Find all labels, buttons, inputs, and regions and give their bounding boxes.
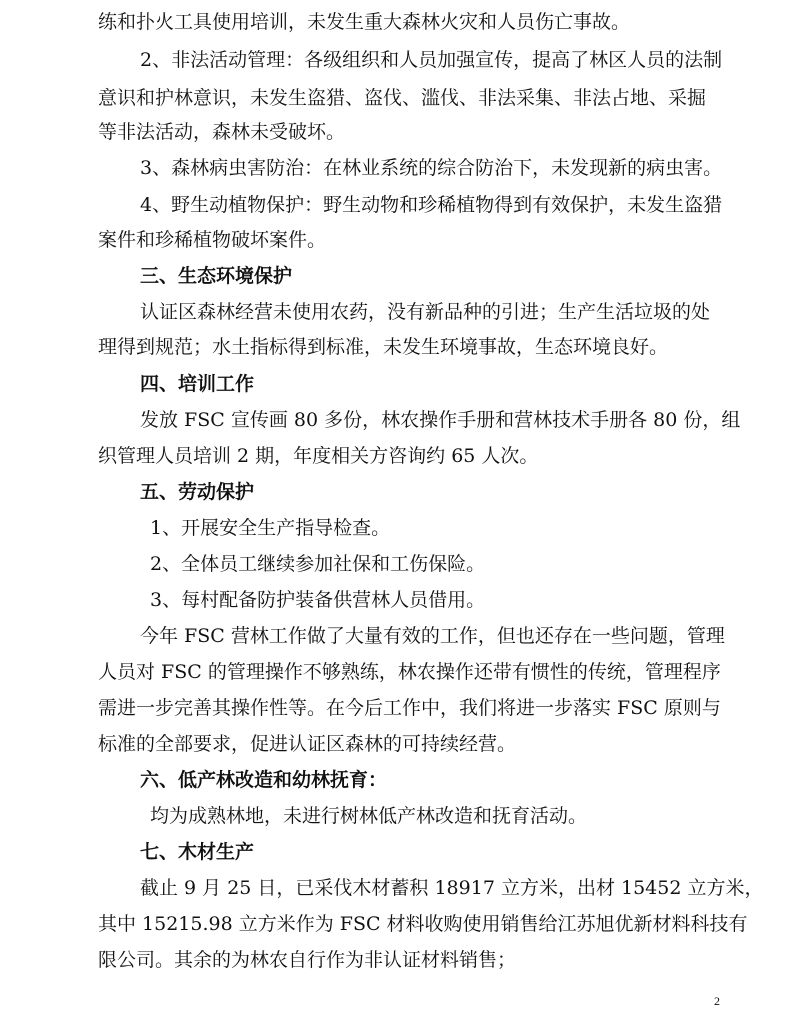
page-number: 2 (714, 994, 720, 1008)
body-line: 其中 15215.98 立方米作为 FSC 材料收购使用销售给江苏旭优新材料科技有 (98, 913, 748, 935)
section-heading: 五、劳动保护 (140, 481, 255, 503)
body-line: 练和扑火工具使用培训，未发生重大森林火灾和人员伤亡事故。 (98, 11, 631, 33)
body-line: 发放 FSC 宣传画 80 多份，林农操作手册和营林技术手册各 80 份，组 (140, 409, 741, 431)
list-item: 3、每村配备防护装备供营林人员借用。 (150, 589, 486, 611)
body-line: 意识和护林意识，未发生盗猎、盗伐、滥伐、非法采集、非法占地、采掘 (98, 87, 707, 109)
list-item: 1、开展安全生产指导检查。 (150, 517, 391, 539)
body-line: 标准的全部要求，促进认证区森林的可持续经营。 (98, 733, 517, 755)
body-line: 认证区森林经营未使用农药，没有新品种的引进；生产生活垃圾的处 (140, 301, 711, 323)
section-heading: 七、木材生产 (140, 841, 255, 863)
body-line: 3、森林病虫害防治：在林业系统的综合防治下，未发现新的病虫害。 (140, 157, 723, 179)
section-heading: 四、培训工作 (140, 373, 255, 395)
body-line: 截止 9 月 25 日，已采伐木材蓄积 18917 立方米，出材 15452 立方米， (140, 877, 764, 899)
body-line: 2、非法活动管理：各级组织和人员加强宣传，提高了林区人员的法制 (140, 49, 723, 71)
section-heading: 六、低产林改造和幼林抚育： (140, 769, 388, 791)
body-line: 均为成熟林地，未进行树林低产林改造和抚育活动。 (150, 805, 588, 827)
body-line: 理得到规范；水土指标得到标准，未发生环境事故，生态环境良好。 (98, 336, 669, 358)
body-line: 案件和珍稀植物破坏案件。 (98, 229, 327, 251)
body-line: 等非法活动，森林未受破坏。 (98, 121, 346, 143)
body-line: 今年 FSC 营林工作做了大量有效的工作，但也还存在一些问题，管理 (140, 625, 725, 647)
body-line: 人员对 FSC 的管理操作不够熟练，林农操作还带有惯性的传统，管理程序 (98, 661, 721, 683)
list-item: 2、全体员工继续参加社保和工伤保险。 (150, 553, 486, 575)
body-line: 需进一步完善其操作性等。在今后工作中，我们将进一步落实 FSC 原则与 (98, 697, 721, 719)
body-line: 限公司。其余的为林农自行作为非认证材料销售； (98, 949, 517, 971)
section-heading: 三、生态环境保护 (140, 265, 293, 287)
body-line: 织管理人员培训 2 期，年度相关方咨询约 65 人次。 (98, 445, 539, 467)
body-line: 4、野生动植物保护：野生动物和珍稀植物得到有效保护，未发生盗猎 (140, 194, 723, 216)
